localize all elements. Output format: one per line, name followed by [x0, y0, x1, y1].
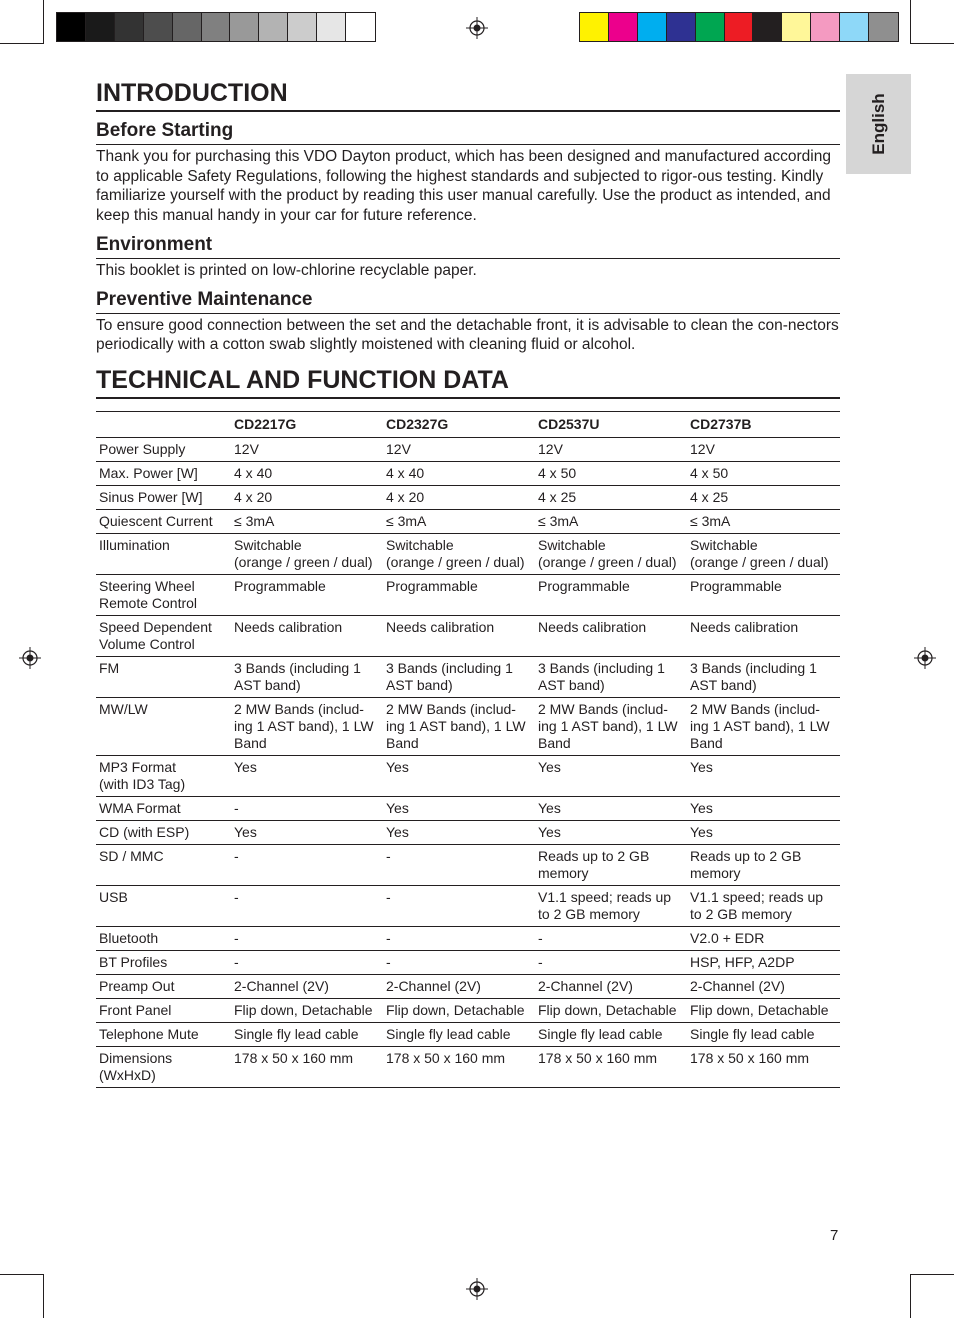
table-cell: Programmable [535, 574, 687, 615]
table-cell: Switchable (orange / green / dual) [231, 533, 383, 574]
table-cell: 3 Bands (including 1 AST band) [383, 656, 535, 697]
table-cell: Switchable (orange / green / dual) [687, 533, 840, 574]
language-tab [846, 74, 911, 174]
table-cell: 2 MW Bands (includ-ing 1 AST band), 1 LW Band [383, 697, 535, 755]
table-cell: - [383, 844, 535, 885]
table-row-label: Max. Power [W] [96, 461, 231, 485]
table-cell: Yes [535, 796, 687, 820]
process-color-bar [579, 12, 899, 42]
table-cell: 2-Channel (2V) [383, 974, 535, 998]
table-cell: Switchable (orange / green / dual) [535, 533, 687, 574]
before-starting-text: Thank you for purchasing this VDO Dayton product, which has been designed and manufactured according to applicable Safety Regulations, following the highest standards and subjected to rigor-ous testing. Kindly familiarize yourself with the product by reading this user manual carefully. Use the product as intended, and keep this manual handy in your car for future reference. [96, 148, 831, 225]
table-cell: 3 Bands (including 1 AST band) [535, 656, 687, 697]
table-cell: Single fly lead cable [687, 1022, 840, 1046]
technical-data-title: TECHNICAL AND FUNCTION DATA [96, 365, 840, 399]
table-row [96, 656, 840, 697]
table-row-label: WMA Format [96, 796, 231, 820]
table-cell: 178 x 50 x 160 mm [687, 1046, 840, 1087]
table-cell: Needs calibration [535, 615, 687, 656]
table-cell: V1.1 speed; reads up to 2 GB memory [535, 885, 687, 926]
table-row-label: BT Profiles [96, 950, 231, 974]
table-row-label: Power Supply [96, 437, 231, 461]
table-row [96, 796, 840, 820]
table-row-label: Front Panel [96, 998, 231, 1022]
registration-mark-left-icon [19, 647, 41, 669]
table-cell: 4 x 25 [535, 485, 687, 509]
table-row [96, 1022, 840, 1046]
table-row-label: Dimensions (WxHxD) [96, 1046, 231, 1087]
table-row [96, 437, 840, 461]
table-cell: Yes [687, 796, 840, 820]
introduction-title: INTRODUCTION [96, 78, 840, 112]
color-swatch [869, 13, 898, 41]
table-cell: ≤ 3mA [687, 509, 840, 533]
table-row-label: USB [96, 885, 231, 926]
table-column-header: CD2537U [535, 411, 687, 437]
table-row-label: Sinus Power [W] [96, 485, 231, 509]
color-swatch [580, 13, 609, 41]
table-cell: 178 x 50 x 160 mm [535, 1046, 687, 1087]
table-cell: 2 MW Bands (includ-ing 1 AST band), 1 LW Band [535, 697, 687, 755]
table-row-label: SD / MMC [96, 844, 231, 885]
grayscale-swatch [86, 13, 115, 41]
table-cell: 178 x 50 x 160 mm [231, 1046, 383, 1087]
table-cell: Flip down, Detachable [535, 998, 687, 1022]
table-cell: Single fly lead cable [383, 1022, 535, 1046]
table-cell: Single fly lead cable [231, 1022, 383, 1046]
table-cell: HSP, HFP, A2DP [687, 950, 840, 974]
table-row [96, 820, 840, 844]
table-row [96, 1046, 840, 1087]
registration-mark-bottom-icon [466, 1278, 488, 1300]
table-cell: Needs calibration [231, 615, 383, 656]
table-cell: 12V [231, 437, 383, 461]
table-cell: - [231, 844, 383, 885]
table-cell: - [383, 885, 535, 926]
environment-text: This booklet is printed on low-chlorine recyclable paper. [96, 261, 477, 279]
table-cell: Reads up to 2 GB memory [687, 844, 840, 885]
table-row-label: Preamp Out [96, 974, 231, 998]
table-cell: 4 x 40 [231, 461, 383, 485]
crop-mark-top-right-v [910, 0, 911, 44]
technical-data-table [96, 411, 840, 1088]
grayscale-swatch [346, 13, 375, 41]
table-cell: Flip down, Detachable [383, 998, 535, 1022]
color-swatch [753, 13, 782, 41]
crop-mark-top-left-h [0, 43, 44, 44]
color-swatch [782, 13, 811, 41]
color-swatch [667, 13, 696, 41]
crop-mark-bottom-right-v [910, 1274, 911, 1318]
grayscale-swatch [202, 13, 231, 41]
table-row [96, 509, 840, 533]
table-cell: - [231, 950, 383, 974]
table-row [96, 950, 840, 974]
language-tab-label: English [868, 93, 888, 155]
crop-mark-top-right-h [910, 43, 954, 44]
color-swatch [840, 13, 869, 41]
table-cell: 4 x 20 [231, 485, 383, 509]
table-row [96, 533, 840, 574]
table-cell: 4 x 20 [383, 485, 535, 509]
table-row [96, 974, 840, 998]
table-row [96, 574, 840, 615]
table-row [96, 844, 840, 885]
table-cell: - [383, 926, 535, 950]
table-cell: 12V [687, 437, 840, 461]
table-cell: Yes [231, 755, 383, 796]
table-cell: Yes [383, 820, 535, 844]
table-cell: 2-Channel (2V) [535, 974, 687, 998]
preventive-maintenance-heading: Preventive Maintenance [96, 289, 840, 314]
page-content [96, 78, 840, 1088]
table-column-header: CD2217G [231, 411, 383, 437]
grayscale-swatch [288, 13, 317, 41]
table-cell: ≤ 3mA [383, 509, 535, 533]
grayscale-swatch [259, 13, 288, 41]
table-row [96, 461, 840, 485]
table-cell: 2-Channel (2V) [687, 974, 840, 998]
table-cell: 3 Bands (including 1 AST band) [231, 656, 383, 697]
crop-mark-bottom-left-h [0, 1274, 44, 1275]
page-number: 7 [830, 1227, 839, 1244]
table-cell: - [231, 885, 383, 926]
grayscale-swatch [57, 13, 86, 41]
table-cell: Single fly lead cable [535, 1022, 687, 1046]
table-row [96, 998, 840, 1022]
table-cell: Programmable [383, 574, 535, 615]
grayscale-swatch [173, 13, 202, 41]
color-swatch [725, 13, 754, 41]
table-cell: Needs calibration [383, 615, 535, 656]
table-column-header: CD2737B [687, 411, 840, 437]
table-cell: Yes [383, 796, 535, 820]
grayscale-swatch [230, 13, 259, 41]
environment-heading: Environment [96, 234, 840, 259]
before-starting-heading: Before Starting [96, 120, 840, 145]
crop-mark-bottom-right-h [910, 1274, 954, 1275]
table-cell: 2-Channel (2V) [231, 974, 383, 998]
table-header-row [96, 411, 840, 437]
color-swatch [811, 13, 840, 41]
table-cell: - [231, 796, 383, 820]
table-cell: 12V [535, 437, 687, 461]
grayscale-swatch [115, 13, 144, 41]
table-row-label: Illumination [96, 533, 231, 574]
table-cell: - [231, 926, 383, 950]
table-cell: ≤ 3mA [535, 509, 687, 533]
table-cell: Yes [687, 755, 840, 796]
table-row [96, 755, 840, 796]
table-cell: 2 MW Bands (includ-ing 1 AST band), 1 LW Band [231, 697, 383, 755]
table-row-label: Steering Wheel Remote Control [96, 574, 231, 615]
table-cell: Flip down, Detachable [231, 998, 383, 1022]
table-cell: 4 x 25 [687, 485, 840, 509]
table-cell: Switchable (orange / green / dual) [383, 533, 535, 574]
table-cell: 2 MW Bands (includ-ing 1 AST band), 1 LW Band [687, 697, 840, 755]
table-cell: Programmable [231, 574, 383, 615]
color-swatch [696, 13, 725, 41]
grayscale-color-bar [56, 12, 376, 42]
table-cell: Yes [535, 820, 687, 844]
table-cell: Programmable [687, 574, 840, 615]
table-cell: 12V [383, 437, 535, 461]
crop-mark-bottom-left-v [43, 1274, 44, 1318]
table-cell: Reads up to 2 GB memory [535, 844, 687, 885]
table-column-header [96, 411, 231, 437]
registration-mark-top-icon [466, 17, 488, 39]
table-cell: - [383, 950, 535, 974]
table-cell: ≤ 3mA [231, 509, 383, 533]
table-cell: 178 x 50 x 160 mm [383, 1046, 535, 1087]
grayscale-swatch [317, 13, 346, 41]
table-cell: Flip down, Detachable [687, 998, 840, 1022]
table-row [96, 926, 840, 950]
table-cell: - [535, 950, 687, 974]
table-row-label: Quiescent Current [96, 509, 231, 533]
table-row [96, 697, 840, 755]
table-cell: Yes [687, 820, 840, 844]
color-swatch [638, 13, 667, 41]
table-row-label: CD (with ESP) [96, 820, 231, 844]
table-row [96, 485, 840, 509]
table-cell: 4 x 40 [383, 461, 535, 485]
table-row-label: Bluetooth [96, 926, 231, 950]
table-row [96, 615, 840, 656]
table-row-label: FM [96, 656, 231, 697]
table-cell: - [535, 926, 687, 950]
table-cell: 4 x 50 [687, 461, 840, 485]
table-cell: Needs calibration [687, 615, 840, 656]
table-cell: Yes [383, 755, 535, 796]
table-cell: V1.1 speed; reads up to 2 GB memory [687, 885, 840, 926]
registration-mark-right-icon [914, 647, 936, 669]
table-row [96, 885, 840, 926]
table-column-header: CD2327G [383, 411, 535, 437]
table-row-label: Telephone Mute [96, 1022, 231, 1046]
crop-mark-top-left-v [43, 0, 44, 44]
color-swatch [609, 13, 638, 41]
table-cell: 4 x 50 [535, 461, 687, 485]
table-row-label: MP3 Format (with ID3 Tag) [96, 755, 231, 796]
table-row-label: MW/LW [96, 697, 231, 755]
grayscale-swatch [144, 13, 173, 41]
table-row-label: Speed Dependent Volume Control [96, 615, 231, 656]
table-cell: V2.0 + EDR [687, 926, 840, 950]
table-cell: Yes [231, 820, 383, 844]
table-cell: Yes [535, 755, 687, 796]
table-cell: 3 Bands (including 1 AST band) [687, 656, 840, 697]
preventive-maintenance-text: To ensure good connection between the set and the detachable front, it is advisable to clean the con-nectors periodically with a cotton swab slightly moistened with cleaning fluid or alcohol. [96, 316, 839, 354]
